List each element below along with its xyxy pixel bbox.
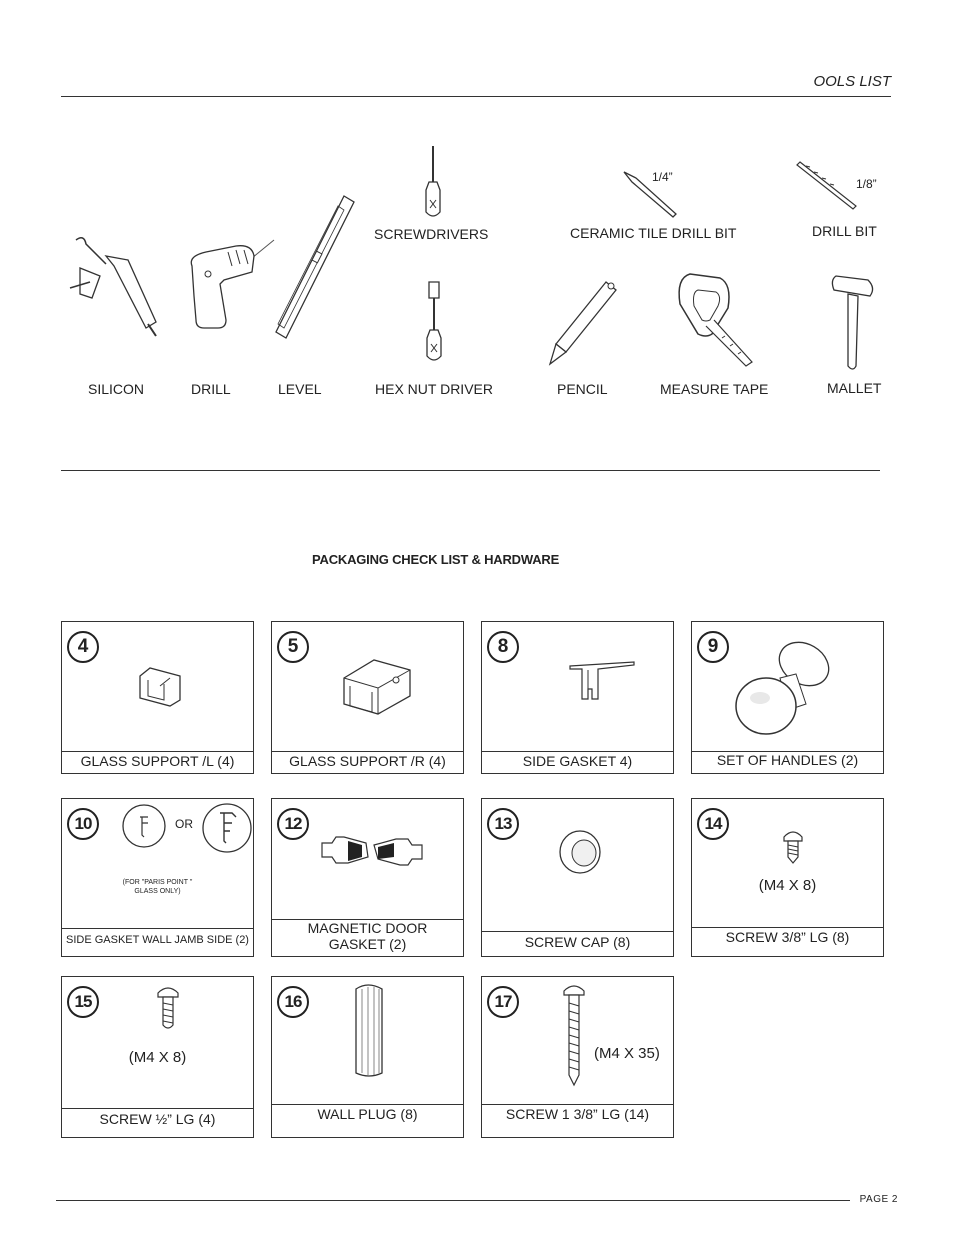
item-card: [691, 798, 884, 957]
item-card: [271, 621, 464, 774]
drill-bit-size: 1/8”: [856, 177, 877, 191]
tool-label-drill: DRILL: [191, 381, 231, 397]
page-number: PAGE 2: [859, 1194, 898, 1205]
tool-label-measure-tape: MEASURE TAPE: [660, 381, 769, 397]
drill-bit-icon: [798, 158, 860, 212]
item-card: [271, 798, 464, 957]
page-header-title: OOLS LIST: [813, 73, 891, 90]
tool-label-silicon: SILICON: [88, 381, 145, 397]
item-caption: GLASS SUPPORT /L (4): [62, 751, 253, 773]
item-size: (M4 X 35): [594, 1045, 660, 1062]
item-card: [271, 976, 464, 1138]
item-card: [61, 621, 254, 774]
item-card: [481, 976, 674, 1138]
tool-label-screwdrivers: SCREWDRIVERS: [374, 226, 489, 242]
item-number: 8: [487, 631, 519, 663]
item-note: [62, 878, 253, 896]
tool-label-drill-bit: DRILL BIT: [812, 223, 877, 239]
item-number: 14: [697, 808, 729, 840]
long-screw-icon: [562, 983, 586, 1087]
tool-label-hex-driver: HEX NUT DRIVER: [375, 381, 493, 397]
screw-icon: [156, 987, 180, 1031]
item-number: 12: [277, 808, 309, 840]
item-caption: SIDE GASKET WALL JAMB SIDE (2): [62, 928, 253, 956]
item-number: 15: [67, 986, 99, 1018]
item-caption-line: MAGNETIC DOOR: [307, 920, 428, 936]
item-caption: SCREW CAP (8): [482, 931, 673, 956]
item-number: 17: [487, 986, 519, 1018]
measure-tape-icon: [676, 270, 756, 370]
item-note-line: (FOR "PARIS POINT ": [122, 879, 193, 886]
mallet-icon: [830, 268, 876, 376]
tool-label-ceramic-bit: CERAMIC TILE DRILL BIT: [570, 225, 737, 241]
power-drill-icon: [186, 238, 278, 336]
item-card: [61, 798, 254, 957]
item-number: 10: [67, 808, 99, 840]
item-caption-line: GASKET (2): [328, 936, 407, 952]
tool-label-level: LEVEL: [278, 381, 322, 397]
wall-plug-icon: [352, 983, 386, 1079]
glass-support-left-icon: [134, 664, 186, 708]
item-card: [61, 976, 254, 1138]
packaging-title: PACKAGING CHECK LIST & HARDWARE: [312, 552, 560, 567]
item-caption: SCREW 3/8” LG (8): [692, 927, 883, 956]
silicon-gun-icon: [70, 236, 154, 336]
or-label: OR: [175, 817, 193, 831]
gasket-profile-a-icon: [122, 803, 166, 849]
magnetic-gasket-icon: [318, 833, 438, 867]
header-divider: [61, 96, 891, 97]
handle-knob-icon: [736, 634, 836, 742]
screw-cap-icon: [558, 829, 602, 875]
item-caption: [272, 919, 463, 956]
item-number: 13: [487, 808, 519, 840]
footer-divider: [56, 1200, 850, 1201]
level-icon: [272, 194, 356, 342]
item-size: (M4 X 8): [758, 877, 817, 894]
item-caption: SCREW ½” LG (4): [62, 1108, 253, 1137]
side-gasket-icon: [566, 660, 638, 702]
item-number: 16: [277, 986, 309, 1018]
item-number: 4: [67, 631, 99, 663]
screw-icon: [782, 831, 804, 865]
tool-label-pencil: PENCIL: [557, 381, 608, 397]
item-card: [481, 621, 674, 774]
item-card: [691, 621, 884, 774]
section-divider: [61, 470, 880, 471]
item-card: [481, 798, 674, 957]
item-size: (M4 X 8): [128, 1049, 187, 1066]
item-caption: SET OF HANDLES (2): [692, 751, 883, 773]
item-caption: SIDE GASKET 4): [482, 751, 673, 773]
screwdriver-icon: [418, 144, 448, 224]
item-caption: GLASS SUPPORT /R (4): [272, 751, 463, 773]
pencil-icon: [548, 280, 620, 366]
item-caption: WALL PLUG (8): [272, 1104, 463, 1137]
tool-label-mallet: MALLET: [827, 380, 882, 396]
glass-support-right-icon: [340, 656, 412, 716]
item-number: 5: [277, 631, 309, 663]
gasket-profile-b-icon: [202, 803, 252, 853]
hex-nut-driver-icon: [420, 280, 448, 366]
item-number: 9: [697, 631, 729, 663]
ceramic-bit-size: 1/4”: [652, 170, 673, 184]
item-note-line: GLASS ONLY): [134, 888, 181, 895]
item-caption: SCREW 1 3/8” LG (14): [482, 1104, 673, 1137]
